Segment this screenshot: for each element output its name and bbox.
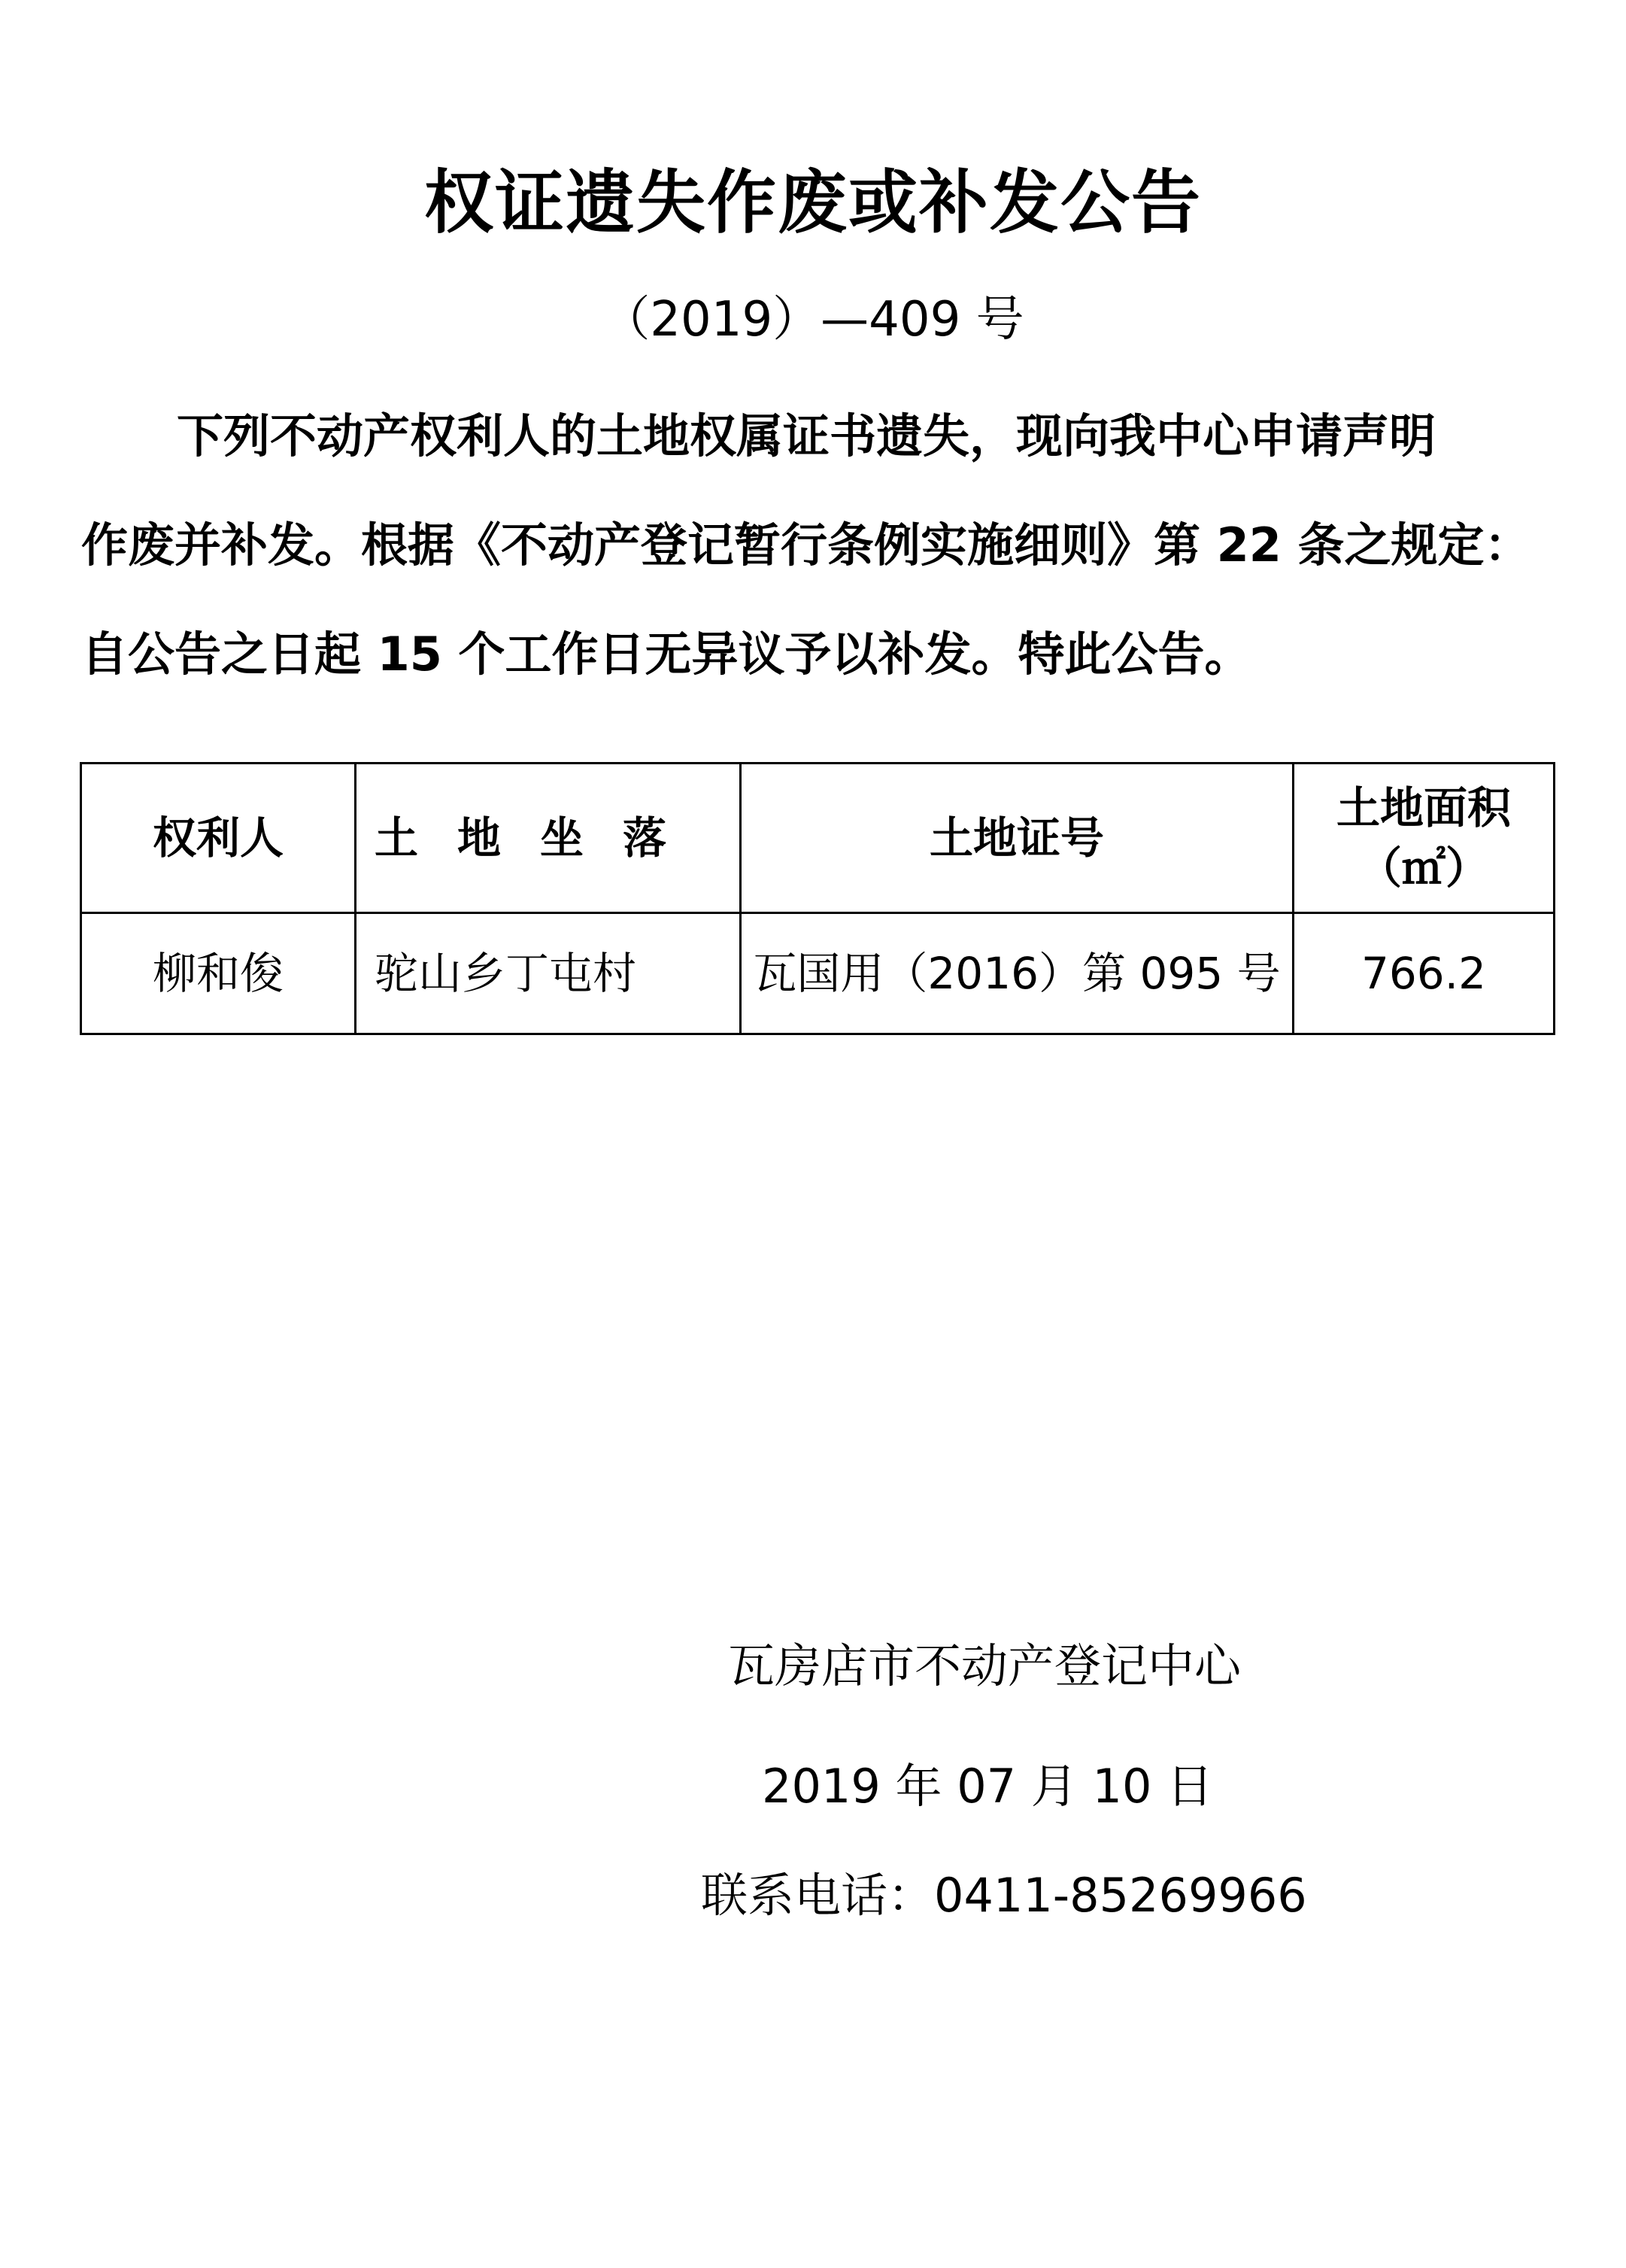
notice-body-line-2: 作废并补发。根据《不动产登记暂行条例实施细则》第 22 条之规定： [81,518,1531,572]
notice-title: 权证遗失作废或补发公告 [423,162,1202,243]
header-certificate: 土地证号 [741,764,1294,913]
header-area-unit: （㎡） [1358,843,1489,894]
header-owner: 权利人 [81,764,356,913]
header-area-label: 土地面积 [1336,782,1511,833]
contact-phone: 联系电话：0411-85269966 [701,1868,1307,1923]
cell-location: 驼山乡丁屯村 [356,913,741,1034]
certificate-table [80,762,1555,1035]
issue-date: 2019 年 07 月 10 日 [762,1759,1214,1814]
table-header-row [81,764,1555,913]
table-row [81,913,1555,1034]
header-location [356,764,741,913]
header-area [1294,764,1555,913]
header-location-text: 土地坐落 [375,812,706,864]
issuing-organization: 瓦房店市不动产登记中心 [728,1638,1242,1693]
cell-certificate: 瓦国用（2016）第 095 号 [741,913,1294,1034]
notice-body-line-1: 下列不动产权利人的土地权属证书遗失，现向我中心申请声明 [177,408,1436,463]
document-number: （2019）—409 号 [602,292,1024,348]
cell-owner: 柳和俊 [81,913,356,1034]
cell-area: 766.2 [1294,913,1555,1034]
notice-body-line-3: 自公告之日起 15 个工作日无异议予以补发。特此公告。 [81,627,1251,682]
